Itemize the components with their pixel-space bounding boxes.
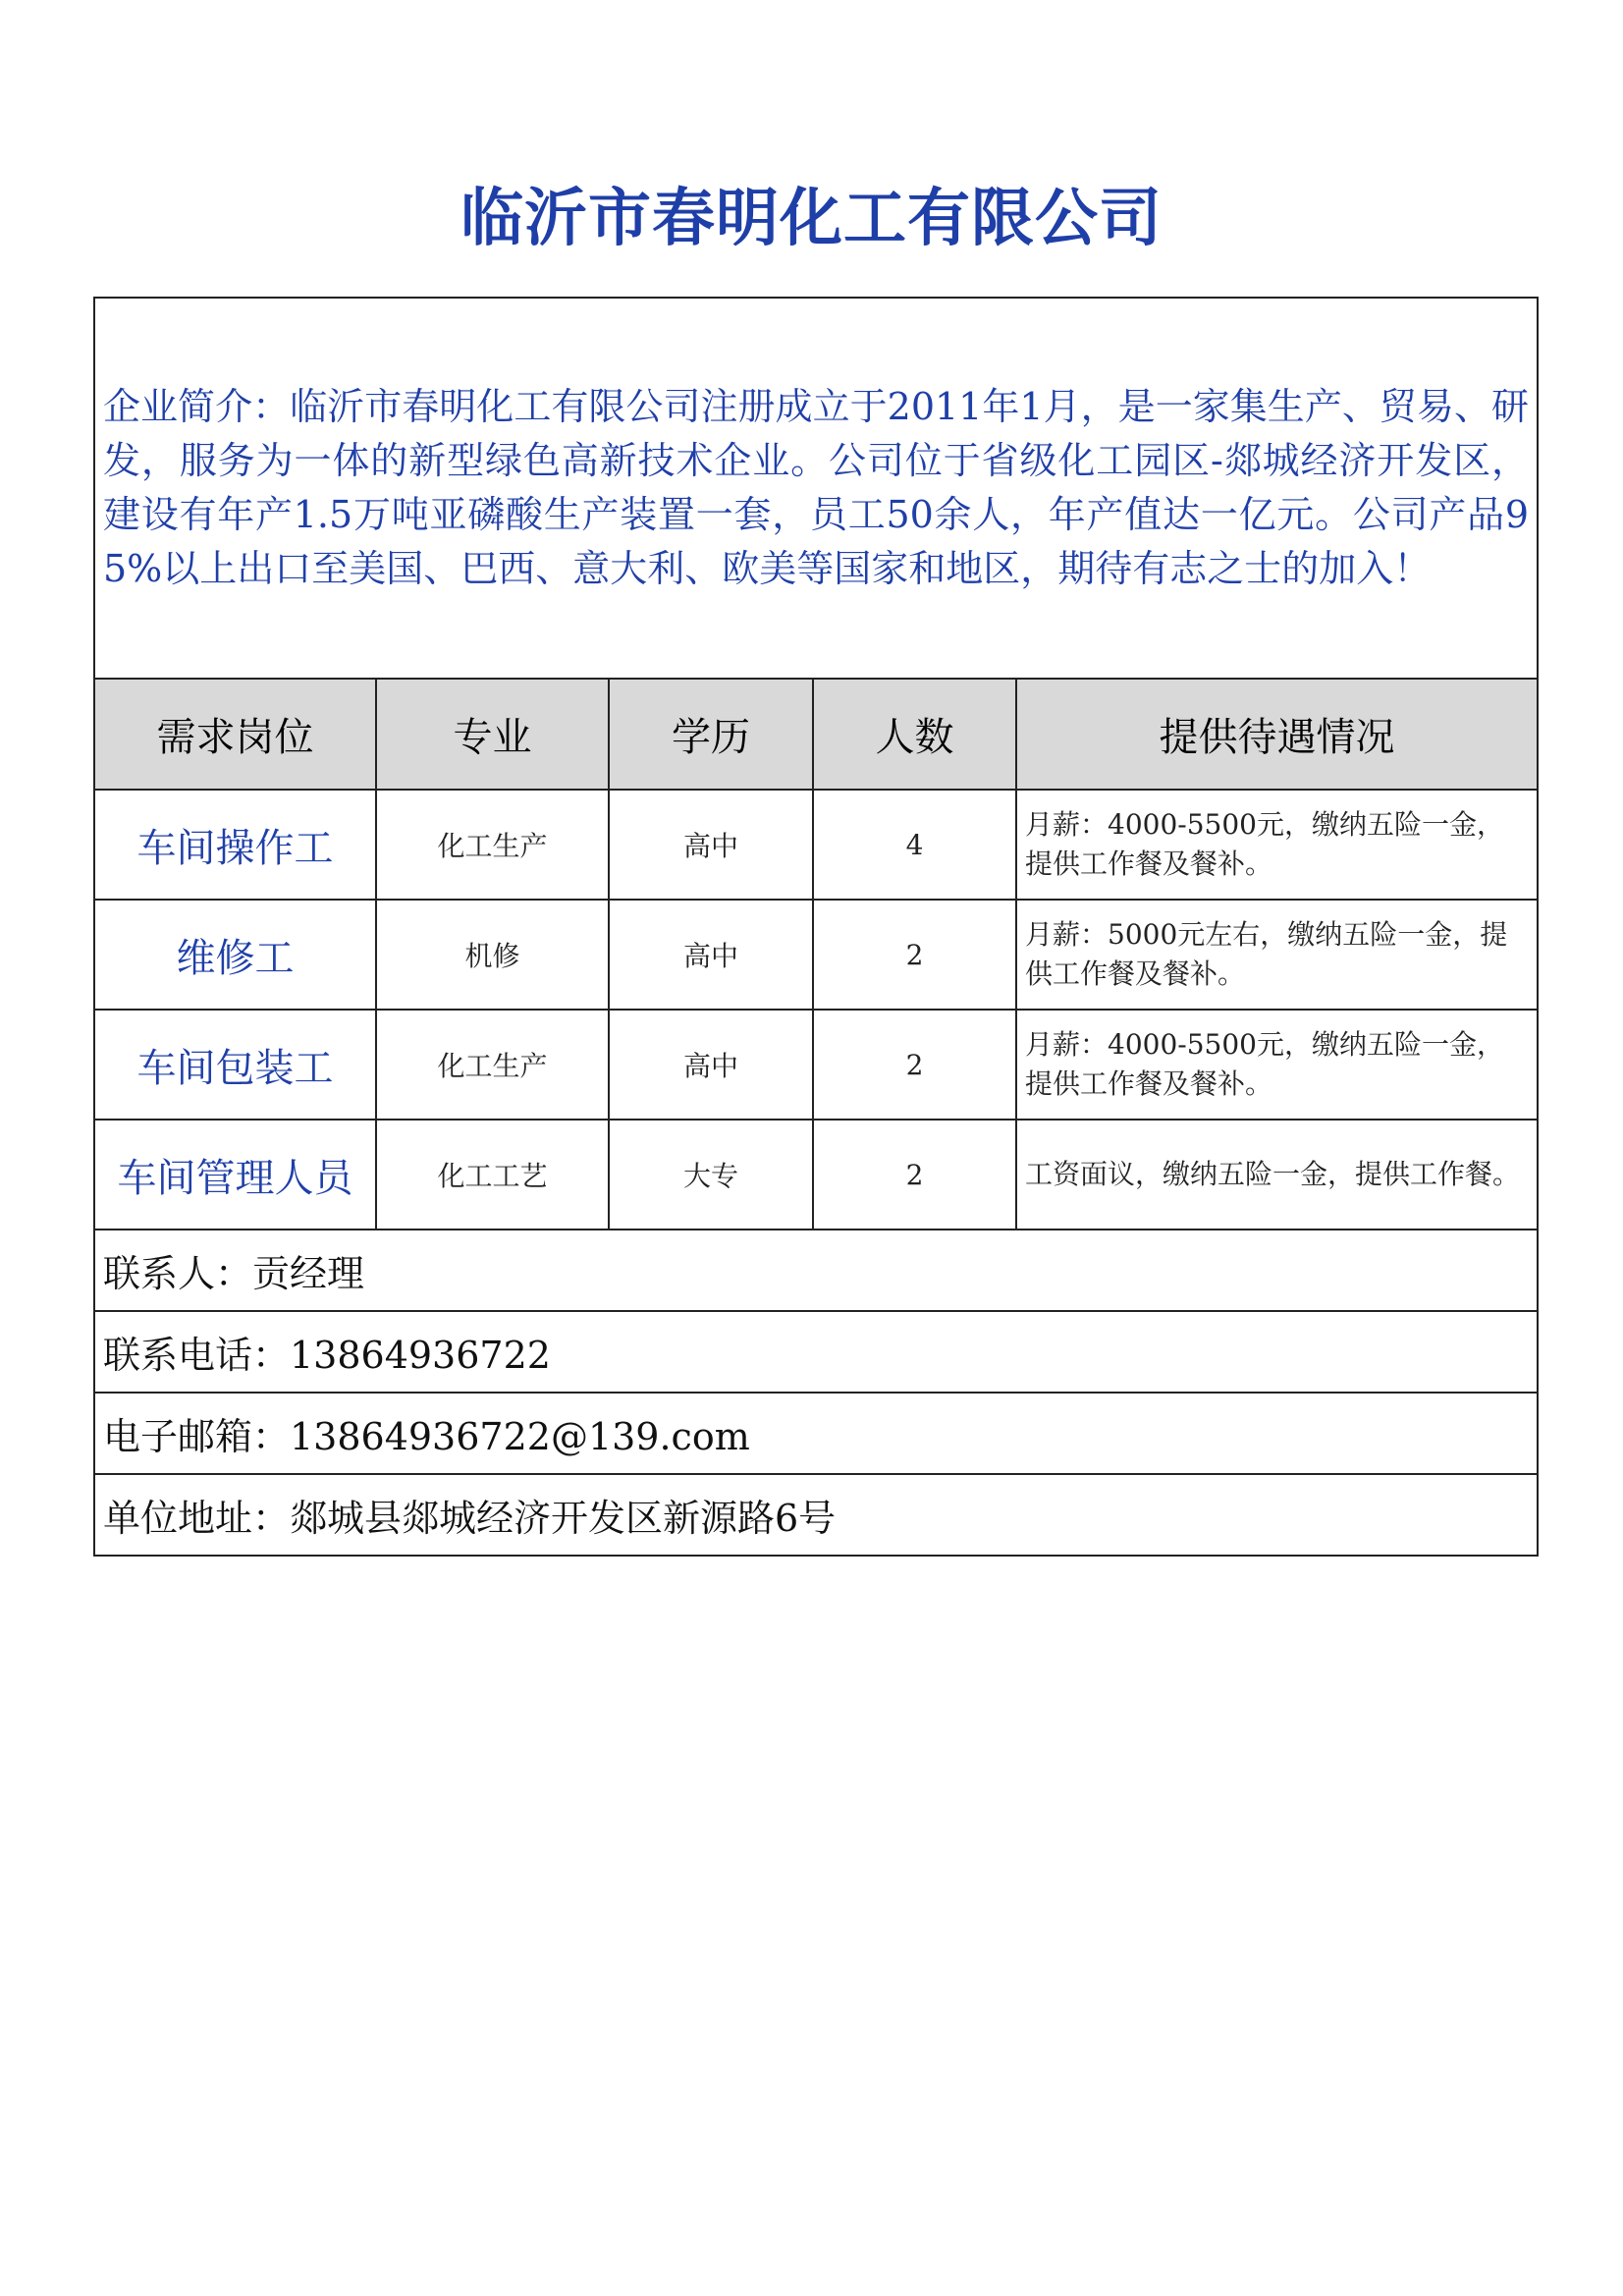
job-count: 2: [813, 900, 1016, 1010]
job-position: 车间包装工: [94, 1010, 376, 1120]
contact-address-row: [94, 1474, 1538, 1556]
table-header-row: [94, 679, 1538, 790]
company-intro: 企业简介：临沂市春明化工有限公司注册成立于2011年1月，是一家集生产、贸易、研发，服务为一体的新型绿色高新技术企业。公司位于省级化工园区-郯城经济开发区，建设有年产1.5万吨亚磷酸生产装置一套，员工50余人，年产值达一亿元。公司产品95%以上出口至美国、巴西、意大利、欧美等国家和地区，期待有志之士的加入！: [103, 385, 1529, 590]
contact-email-row: [94, 1393, 1538, 1474]
contact-email: 电子邮箱：13864936722@139.com: [94, 1393, 1538, 1474]
table-row: [94, 900, 1538, 1010]
job-major: 化工生产: [376, 790, 609, 900]
contact-phone: 联系电话：13864936722: [94, 1311, 1538, 1393]
header-major: 专业: [376, 679, 609, 790]
job-count: 2: [813, 1120, 1016, 1230]
recruitment-table: [93, 297, 1539, 1557]
job-benefits: 工资面议，缴纳五险一金，提供工作餐。: [1016, 1120, 1538, 1230]
header-position: 需求岗位: [94, 679, 376, 790]
job-position: 车间操作工: [94, 790, 376, 900]
header-count: 人数: [813, 679, 1016, 790]
contact-address: 单位地址：郯城县郯城经济开发区新源路6号: [94, 1474, 1538, 1556]
job-education: 大专: [609, 1120, 813, 1230]
job-count: 4: [813, 790, 1016, 900]
job-benefits: 月薪：5000元左右，缴纳五险一金，提供工作餐及餐补。: [1016, 900, 1538, 1010]
intro-cell: [94, 298, 1538, 679]
job-count: 2: [813, 1010, 1016, 1120]
table-row: [94, 1010, 1538, 1120]
job-position: 维修工: [94, 900, 376, 1010]
job-education: 高中: [609, 1010, 813, 1120]
contact-phone-row: [94, 1311, 1538, 1393]
page-title: 临沂市春明化工有限公司: [460, 183, 1163, 255]
job-major: 化工生产: [376, 1010, 609, 1120]
header-education: 学历: [609, 679, 813, 790]
job-benefits: 月薪：4000-5500元，缴纳五险一金，提供工作餐及餐补。: [1016, 1010, 1538, 1120]
contact-person-row: [94, 1230, 1538, 1311]
contact-person: 联系人：贡经理: [94, 1230, 1538, 1311]
job-position: 车间管理人员: [94, 1120, 376, 1230]
job-education: 高中: [609, 900, 813, 1010]
job-education: 高中: [609, 790, 813, 900]
table-row: [94, 1120, 1538, 1230]
header-benefits: 提供待遇情况: [1016, 679, 1538, 790]
intro-row: [94, 298, 1538, 679]
table-row: [94, 790, 1538, 900]
job-major: 机修: [376, 900, 609, 1010]
job-major: 化工工艺: [376, 1120, 609, 1230]
job-benefits: 月薪：4000-5500元，缴纳五险一金，提供工作餐及餐补。: [1016, 790, 1538, 900]
